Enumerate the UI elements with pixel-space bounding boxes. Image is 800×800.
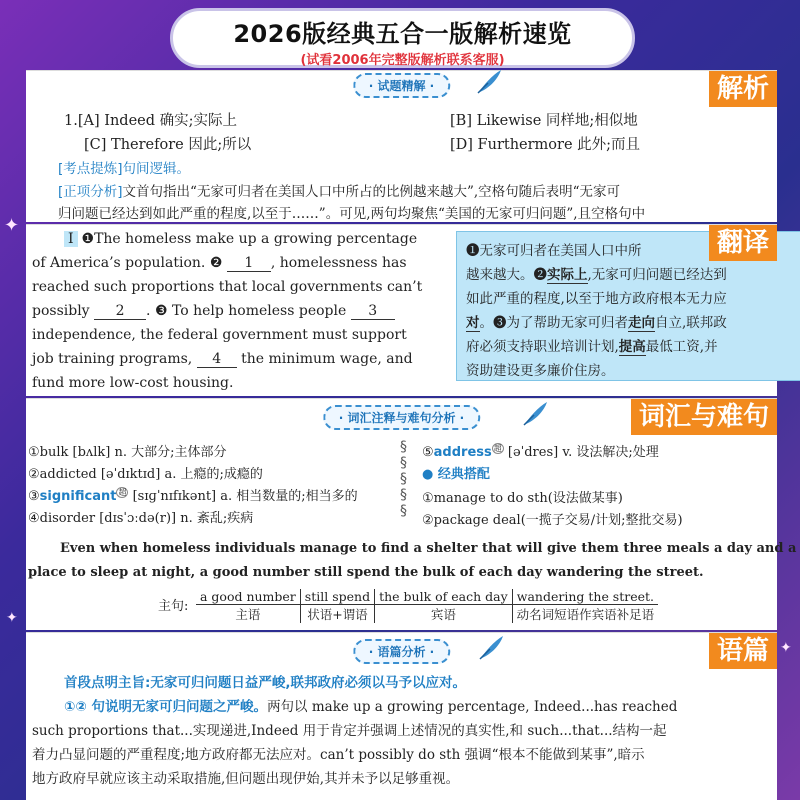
passage-highlight: ①② 句说明无家可归问题之严峻。 — [64, 699, 268, 715]
table-cell: wandering the street. — [512, 589, 658, 605]
sentence-structure-table — [196, 589, 658, 623]
english-line-7: fund more low-cost housing. — [32, 375, 234, 391]
table-cell: 宾语 — [375, 605, 513, 624]
vocab-panel — [26, 398, 797, 630]
blank-4[interactable]: 4 — [197, 351, 237, 368]
chinese-line-5 — [466, 335, 718, 355]
english-text: of America’s population. ❷ — [32, 255, 223, 271]
passage-line-3: such proportions that...实现递进,Indeed 用于肯定并强调上述情况的真实性,和 such...that...结构一起 — [32, 723, 667, 739]
english-text: . ❸ To help homeless people — [146, 303, 347, 319]
chinese-text: 府必须支持职业培训计划, — [466, 339, 619, 355]
passage-main-idea: 首段点明主旨:无家可归问题日益严峻,联邦政府必须以马予以应对。 — [64, 675, 467, 691]
sparkle-icon: ✦ — [6, 610, 18, 626]
table-cell: a good number — [196, 589, 300, 605]
main-clause-label: 主句: — [158, 599, 189, 614]
sparkle-icon: ✦ — [4, 215, 20, 236]
collocation-2: ②package deal(一揽子交易/计划;整批交易) — [422, 513, 683, 528]
english-line-1 — [64, 231, 417, 247]
passage-line-4: 着力凸显问题的严重程度;地方政府都无法应对。can’t possibly do sth 强调“根本不能做到某事”,暗示 — [32, 747, 645, 763]
difficult-sentence-2: place to sleep at night, a good number still spend the bulk of each day wandering the street. — [28, 565, 704, 580]
chinese-line-4 — [466, 311, 727, 331]
section-tag-analysis: 解析 — [709, 71, 777, 107]
vocab-definition: [əˈdres] v. 设法解决;处理 — [507, 445, 659, 460]
analysis-text-1: 文首句指出“无家可归者在美国人口中所占的比例越来越大”,空格句随后表明“无家可 — [122, 184, 621, 200]
quill-icon — [474, 67, 504, 97]
vocab-word: address — [433, 445, 492, 460]
passage-line-5: 地方政府早就应该主动采取措施,但问题出现伊始,其并未予以足够重视。 — [32, 771, 460, 787]
chinese-line-3: 如此严重的程度,以至于地方政府根本无力应 — [466, 291, 727, 307]
page-subtitle: (试看2006年完整版解析联系客服) — [300, 53, 505, 68]
blank-3[interactable]: 3 — [351, 303, 395, 320]
english-text: the minimum wage, and — [241, 351, 413, 367]
table-cell: still spend — [300, 589, 374, 605]
quill-icon — [476, 633, 506, 663]
chinese-text: 最低工资,并 — [645, 339, 718, 355]
table-cell: 动名词短语作宾语补足语 — [512, 605, 658, 624]
wavy-divider: § § § § § — [400, 439, 407, 519]
vocab-item-significant — [28, 485, 358, 504]
chinese-highlight: 对 — [466, 315, 480, 331]
collocation-title: ● 经典搭配 — [422, 467, 490, 482]
vocab-item-bulk: ①bulk [bʌlk] n. 大部分;主体部分 — [28, 445, 227, 460]
chinese-highlight: 提高 — [618, 339, 646, 355]
paragraph-number: I — [64, 231, 78, 247]
section-pill-passage: · 语篇分析 · — [353, 639, 450, 664]
chinese-line-1: ❶无家可归者在美国人口中所 — [466, 243, 642, 259]
option-b: [B] Likewise 同样地;相似地 — [450, 113, 638, 129]
analysis-line-2: 归问题已经达到如此严重的程度,以至于……”。可见,两句均聚焦“美国的无家可归问题”,且空格句中 — [58, 206, 646, 222]
option-d: [D] Furthermore 此外;而且 — [450, 137, 641, 153]
chinese-text: 越来越大。❷ — [466, 267, 547, 283]
chinese-highlight: 实际上 — [547, 267, 588, 283]
section-tag-vocab: 词汇与难句 — [631, 399, 777, 435]
chinese-line-2 — [466, 263, 727, 283]
blank-1[interactable]: 1 — [227, 255, 271, 272]
chinese-line-6: 资助建设更多廉价住房。 — [466, 363, 615, 379]
quill-icon — [520, 399, 550, 429]
vocab-number: ⑤ — [422, 445, 434, 460]
chinese-text: ,无家可归问题已经达到 — [587, 267, 727, 283]
english-text: , homelessness has — [270, 255, 407, 271]
vocab-item-address — [422, 441, 659, 460]
english-line-2 — [32, 255, 407, 272]
badge-icon: 超 — [493, 443, 502, 453]
english-text: possibly — [32, 303, 90, 319]
section-tag-passage: 语篇 — [709, 633, 777, 669]
section-pill-vocab: · 词汇注释与难句分析 · — [323, 405, 480, 430]
table-cell: 状语+谓语 — [300, 605, 374, 624]
badge-icon: 超 — [118, 487, 127, 497]
key-point-text: 句间逻辑。 — [122, 161, 191, 177]
sparkle-icon: ✦ — [780, 640, 792, 656]
translation-panel — [26, 224, 777, 396]
analysis-label: [正项分析] — [58, 184, 123, 200]
vocab-word: significant — [39, 489, 117, 504]
key-point — [58, 157, 190, 177]
english-line-4 — [32, 303, 395, 320]
passage-panel — [26, 632, 777, 800]
option-c: [C] Therefore 因此;所以 — [84, 137, 252, 153]
analysis-line — [58, 180, 620, 200]
english-line-6 — [32, 351, 413, 368]
key-point-label: [考点提炼] — [58, 161, 123, 177]
english-text: job training programs, — [32, 351, 193, 367]
passage-line-2 — [64, 695, 677, 715]
vocab-definition: [sɪɡˈnɪfɪkənt] a. 相当数量的;相当多的 — [132, 489, 358, 504]
chinese-highlight: 走向 — [628, 315, 655, 331]
section-pill-analysis: · 试题精解 · — [353, 73, 450, 98]
vocab-number: ③ — [28, 489, 40, 504]
table-cell: the bulk of each day — [375, 589, 513, 605]
english-line-5: independence, the federal government must support — [32, 327, 407, 343]
chinese-text: 自立,联邦政 — [655, 315, 727, 331]
vocab-item-addicted: ②addicted [əˈdɪktɪd] a. 上瘾的;成瘾的 — [28, 467, 263, 482]
passage-text: 两句以 make up a growing percentage, Indeed...has reached — [267, 699, 678, 715]
collocation-1: ①manage to do sth(设法做某事) — [422, 491, 623, 506]
chinese-text: 。❸为了帮助无家可归者 — [479, 315, 628, 331]
analysis-panel — [26, 70, 777, 222]
page-title: 2026版经典五合一版解析速览 — [233, 20, 572, 48]
section-tag-translation: 翻译 — [709, 225, 777, 261]
page-header — [170, 8, 635, 68]
english-line-3: reached such proportions that local governments can’t — [32, 279, 423, 295]
option-a: 1.[A] Indeed 确实;实际上 — [64, 113, 238, 129]
english-text: ❶The homeless make up a growing percentage — [81, 231, 418, 247]
blank-2[interactable]: 2 — [94, 303, 146, 320]
difficult-sentence-1: Even when homeless individuals manage to find a shelter that will give them three meals a day and a — [60, 541, 797, 556]
vocab-item-disorder: ④disorder [dɪsˈɔːdə(r)] n. 紊乱;疾病 — [28, 511, 254, 526]
table-cell: 主语 — [235, 607, 261, 622]
